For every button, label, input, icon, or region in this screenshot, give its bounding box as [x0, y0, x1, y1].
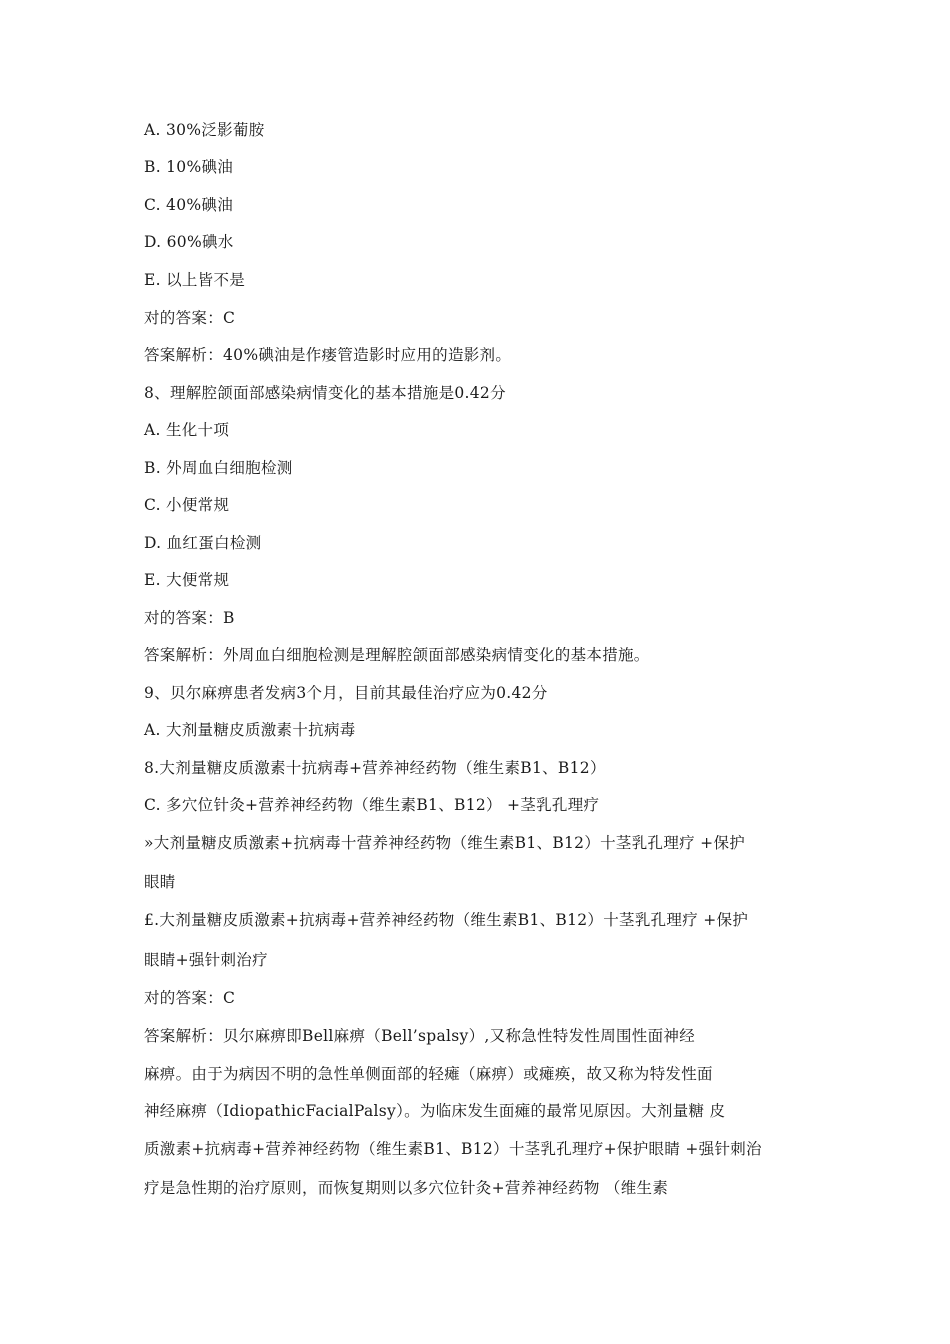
question-line: 9、贝尔麻痹患者发病3个月，目前其最佳治疗应为0.42分 [144, 684, 548, 702]
explanation-line: 神经麻痹（IdiopathicFacialPalsy）。为临床发生面瘫的最常见原因。大剂量糖 皮 [144, 1102, 726, 1120]
option-d-line: D. 血红蛋白检测 [144, 534, 262, 552]
option-e-line-cont: 眼睛+强针刺治疗 [144, 951, 268, 969]
question-line: 8、理解腔颌面部感染病情变化的基本措施是0.42分 [144, 384, 506, 402]
option-e-line: £.大剂量糖皮质激素+抗病毒+营养神经药物（维生素B1、B12）十茎乳孔理疗 +保护 [144, 911, 749, 929]
option-c-line: C. 40%碘油 [144, 196, 234, 214]
answer-line: 对的答案：C [144, 989, 236, 1007]
answer-line: 对的答案：B [144, 609, 235, 627]
option-d-line: D. 60%碘水 [144, 233, 234, 251]
option-e-line: E. 以上皆不是 [144, 271, 246, 289]
explanation-line: 答案解析：40%碘油是作瘘管造影时应用的造影剂。 [144, 346, 512, 364]
option-e-line: E. 大便常规 [144, 571, 230, 589]
option-d-line-cont: 眼睛 [144, 873, 176, 891]
answer-line: 对的答案：C [144, 309, 236, 327]
option-d-line: »大剂量糖皮质激素+抗病毒十营养神经药物（维生素B1、B12）十茎乳孔理疗 +保护 [144, 834, 746, 852]
option-c-line: C. 多穴位针灸+营养神经药物（维生素B1、B12） +茎乳孔理疗 [144, 796, 600, 814]
option-b-line: B. 外周血白细胞检测 [144, 459, 293, 477]
option-a-line: A. 生化十项 [144, 421, 230, 439]
explanation-line: 答案解析：外周血白细胞检测是理解腔颌面部感染病情变化的基本措施。 [144, 646, 650, 664]
explanation-line: 答案解析：贝尔麻痹即Bell麻痹（Bell’spalsy）,又称急性特发性周围性面神经 [144, 1027, 695, 1045]
option-a-line: A. 30%泛影葡胺 [144, 121, 265, 139]
explanation-line: 麻痹。由于为病因不明的急性单侧面部的轻瘫（麻痹）或瘫痪，故又称为特发性面 [144, 1065, 713, 1083]
option-b-line: B. 10%碘油 [144, 158, 234, 176]
option-a-line: A. 大剂量糖皮质激素十抗病毒 [144, 721, 356, 739]
explanation-line: 质激素+抗病毒+营养神经药物（维生素B1、B12）十茎乳孔理疗+保护眼睛 +强针刺治 [144, 1140, 762, 1158]
option-b-line: 8.大剂量糖皮质激素十抗病毒+营养神经药物（维生素B1、B12） [144, 759, 606, 777]
option-c-line: C. 小便常规 [144, 496, 230, 514]
explanation-line: 疗是急性期的治疗原则，而恢复期则以多穴位针灸+营养神经药物 （维生素 [144, 1179, 669, 1197]
